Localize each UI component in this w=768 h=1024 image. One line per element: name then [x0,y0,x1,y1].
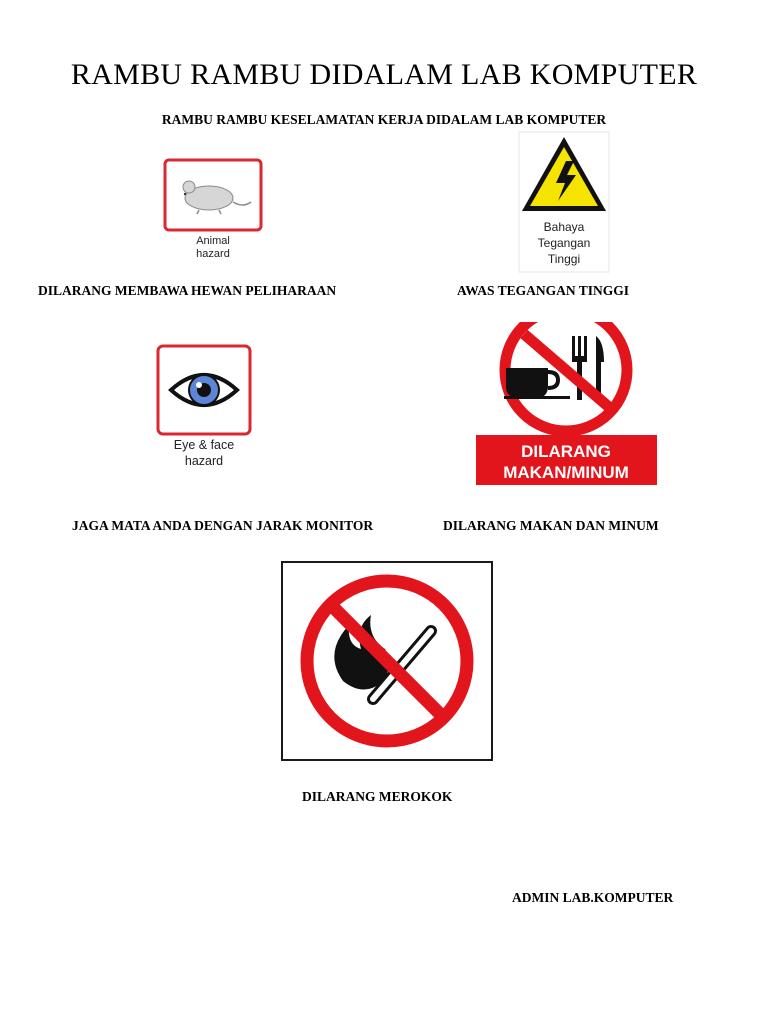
sign-text-line3: Tinggi [547,252,581,266]
caption-voltage: AWAS TEGANGAN TINGGI [457,283,630,298]
eye-hazard-sign [155,343,255,473]
caption-food: DILARANG MAKAN DAN MINUM [443,518,659,533]
caption-animal: DILARANG MEMBAWA HEWAN PELIHARAAN [38,283,337,298]
document-title: RAMBU RAMBU DIDALAM LAB KOMPUTER [70,58,698,91]
animal-hazard-sign [163,158,263,263]
no-fire-match-icon [307,581,467,741]
sign-text-line2: hazard [184,454,224,468]
no-food-drink-icon [504,322,627,431]
document-subtitle: RAMBU RAMBU KESELAMATAN KERJA DIDALAM LAB KOMPUTER [161,112,607,127]
sign-text-line1: Eye & face [173,438,235,452]
sign-text-line2: Tegangan [537,236,591,250]
no-food-drink-sign [474,322,659,487]
sign-text-line1: Animal [196,235,230,247]
caption-eye: JAGA MATA ANDA DENGAN JARAK MONITOR [72,518,374,533]
banner-line2: MAKAN/MINUM [503,463,629,482]
no-smoking-sign [281,561,493,761]
footer-signature: ADMIN LAB.KOMPUTER [512,890,674,905]
sign-text-line2: hazard [196,248,230,260]
sign-text-line1: Bahaya [543,220,585,234]
high-voltage-sign [518,131,610,273]
caption-smoking: DILARANG MEROKOK [302,789,453,804]
banner-line1: DILARANG [521,442,611,461]
